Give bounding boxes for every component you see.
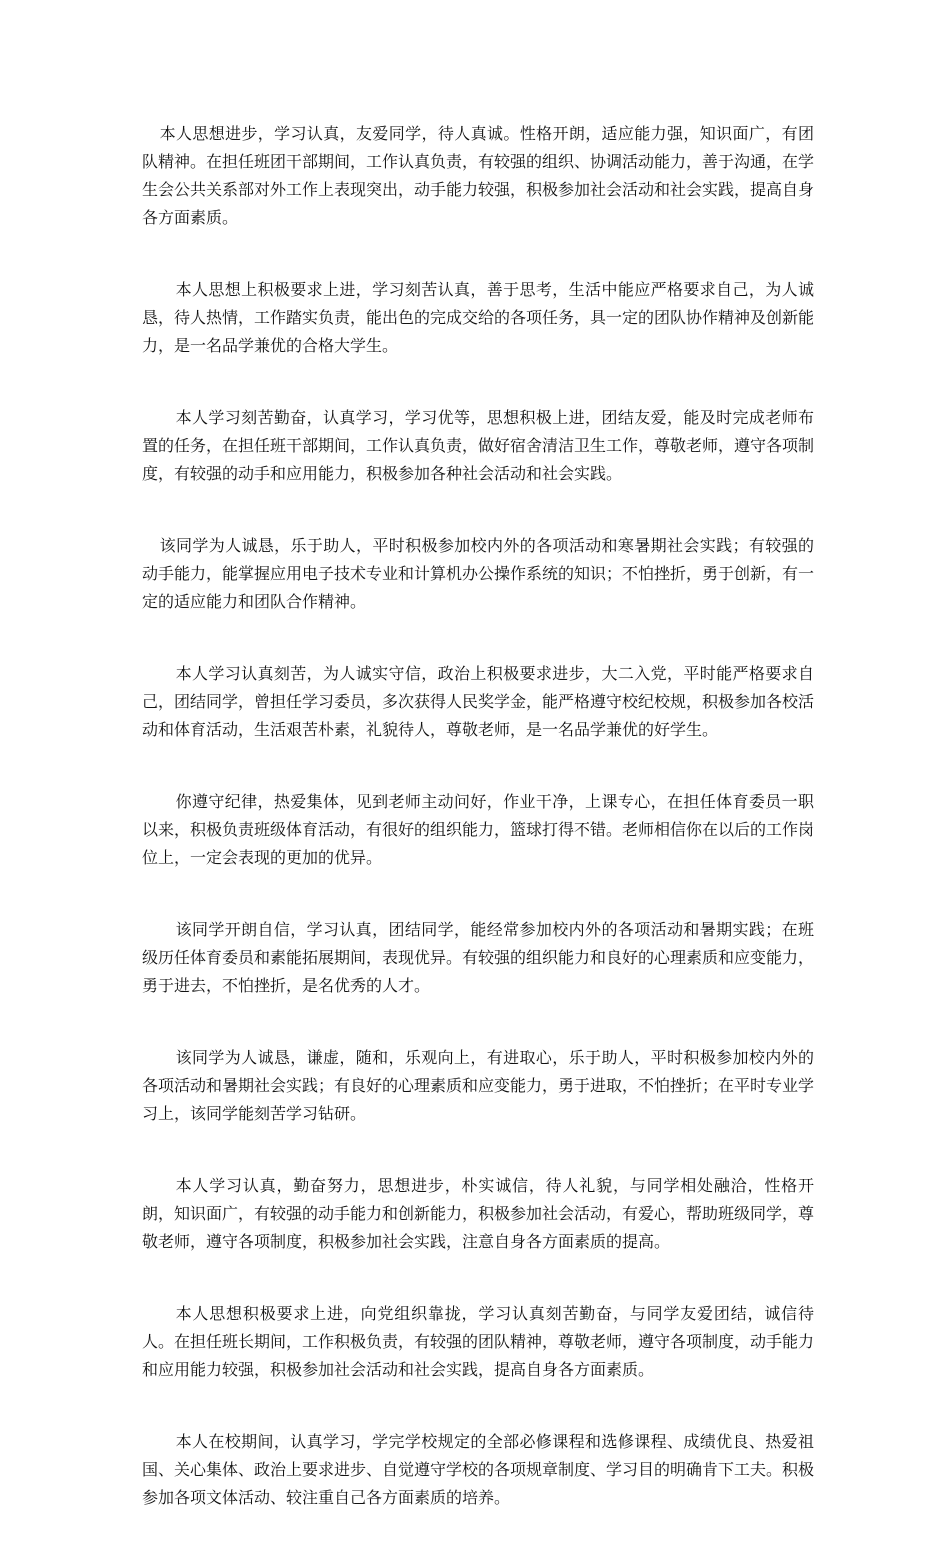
paragraph-3: 本人学习刻苦勤奋，认真学习，学习优等，思想积极上进，团结友爱，能及时完成老师布置的任务，在担任班干部期间，工作认真负责，做好宿舍清洁卫生工作，尊敬老师，遵守各项制度，有较强的动手和应用能力，积极参加各种社会活动和社会实践。: [142, 408, 815, 483]
paragraph-6: 你遵守纪律，热爱集体，见到老师主动问好，作业干净，上课专心，在担任体育委员一职以来，积极负责班级体育活动，有很好的组织能力，篮球打得不错。老师相信你在以后的工作岗位上，一定会表现的更加的优异。: [142, 792, 815, 867]
paragraph-8: 该同学为人诚恳，谦虚，随和，乐观向上，有进取心，乐于助人，平时积极参加校内外的各项活动和暑期社会实践；有良好的心理素质和应变能力，勇于进取，不怕挫折；在平时专业学习上，该同学能刻苦学习钻研。: [142, 1048, 815, 1123]
paragraph-4: 该同学为人诚恳，乐于助人，平时积极参加校内外的各项活动和寒暑期社会实践；有较强的动手能力，能掌握应用电子技术专业和计算机办公操作系统的知识；不怕挫折，勇于创新，有一定的适应能力和团队合作精神。: [142, 536, 815, 611]
document-body: [142, 120, 814, 1556]
paragraph-2: 本人思想上积极要求上进，学习刻苦认真，善于思考，生活中能应严格要求自己，为人诚恳，待人热情，工作踏实负责，能出色的完成交给的各项任务，具一定的团队协作精神及创新能力，是一名品学兼优的合格大学生。: [142, 280, 815, 355]
paragraph-9: 本人学习认真，勤奋努力，思想进步，朴实诚信，待人礼貌，与同学相处融洽，性格开朗，知识面广，有较强的动手能力和创新能力，积极参加社会活动，有爱心，帮助班级同学，尊敬老师，遵守各项制度，积极参加社会实践，注意自身各方面素质的提高。: [142, 1176, 815, 1251]
paragraph-1: 本人思想进步，学习认真，友爱同学，待人真诚。性格开朗，适应能力强，知识面广，有团队精神。在担任班团干部期间，工作认真负责，有较强的组织、协调活动能力，善于沟通，在学生会公共关系部对外工作上表现突出，动手能力较强，积极参加社会活动和社会实践，提高自身各方面素质。: [142, 124, 815, 227]
paragraph-5: 本人学习认真刻苦，为人诚实守信，政治上积极要求进步，大二入党，平时能严格要求自己，团结同学，曾担任学习委员，多次获得人民奖学金，能严格遵守校纪校规，积极参加各校活动和体育活动，生活艰苦朴素，礼貌待人，尊敬老师，是一名品学兼优的好学生。: [142, 664, 815, 739]
paragraph-11: 本人在校期间，认真学习，学完学校规定的全部必修课程和选修课程、成绩优良、热爱祖国、关心集体、政治上要求进步、自觉遵守学校的各项规章制度、学习目的明确肯下工夫。积极参加各项文体活动、较注重自己各方面素质的培养。: [142, 1432, 815, 1507]
paragraph-10: 本人思想积极要求上进，向党组织靠拢，学习认真刻苦勤奋，与同学友爱团结，诚信待人。在担任班长期间，工作积极负责，有较强的团队精神，尊敬老师，遵守各项制度，动手能力和应用能力较强，积极参加社会活动和社会实践，提高自身各方面素质。: [142, 1304, 815, 1379]
paragraph-7: 该同学开朗自信，学习认真，团结同学，能经常参加校内外的各项活动和暑期实践；在班级历任体育委员和素能拓展期间，表现优异。有较强的组织能力和良好的心理素质和应变能力，勇于进去，不怕挫折，是名优秀的人才。: [142, 920, 815, 995]
